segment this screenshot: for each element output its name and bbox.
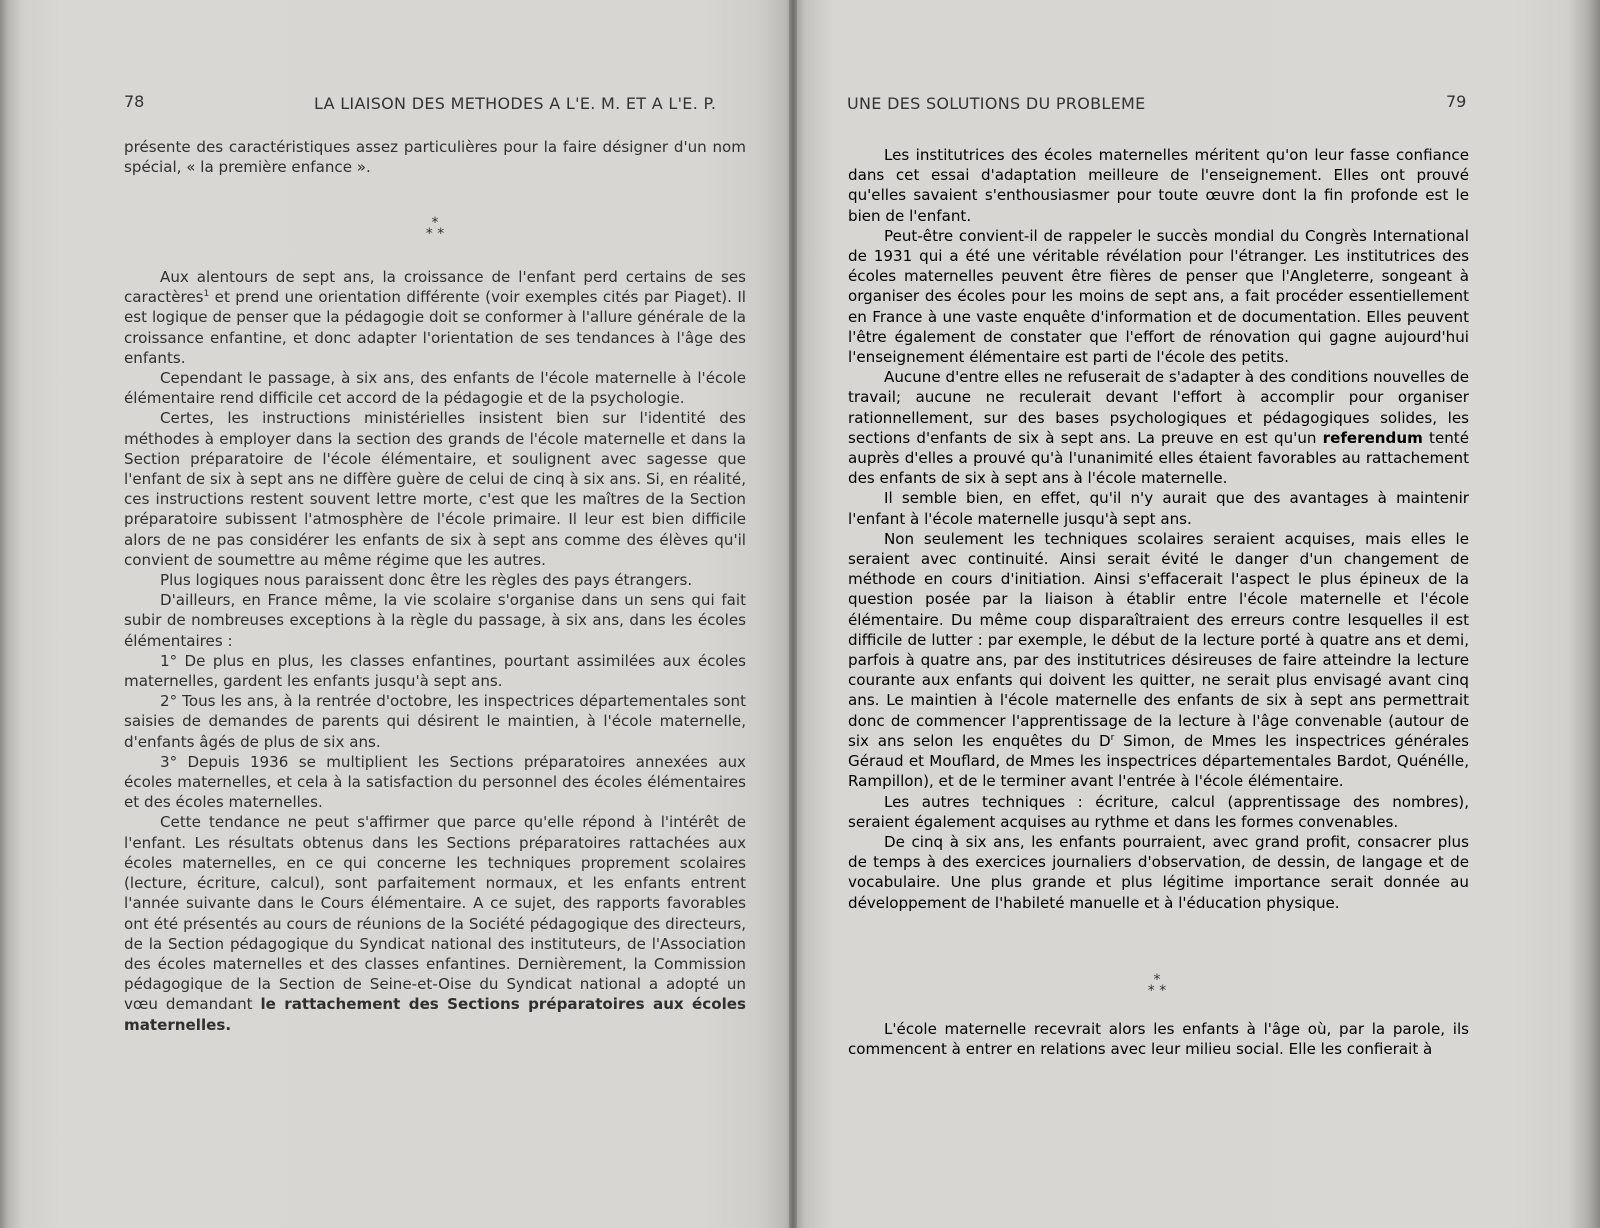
body-text	[124, 267, 746, 1035]
right-body-text	[848, 145, 1469, 913]
paragraph: Cependant le passage, à six ans, des enfants de l'école maternelle à l'école élémentaire rend difficile cet accord de la pédagogie et de la psychologie.	[124, 369, 746, 408]
paragraph: De cinq à six ans, les enfants pourraient, avec grand profit, consacrer plus de temps à des exercices journaliers d'observation, de dessin, de langage et de vocabulaire. Une plus grande et plus légitime importance serait donnée au développement de l'habileté manuelle et à l'éducation physique.	[848, 832, 1469, 912]
paragraph: Il semble bien, en effet, qu'il n'y aurait que des avantages à maintenir l'enfant à l'école maternelle jusqu'à sept ans.	[848, 489, 1469, 528]
list-item: 1° De plus en plus, les classes enfantines, pourtant assimilées aux écoles maternelles, gardent les enfants jusqu'à sept ans.	[124, 651, 746, 691]
paragraph: Non seulement les techniques scolaires seraient acquises, mais elles le seraient avec continuité. Ainsi serait évité le danger d'un changement de méthode en cours d'initiation. Ainsi s'effacerait l'aspect le plus épineux de la question posée par la liaison à établir entre l'école maternelle et l'école élémentaire. Du même coup disparaîtraient des erreurs contre lesquelles il est difficile de lutter : par exemple, le début de la lecture porté à quatre ans et demi, parfois à quatre ans, par des institutrices désireuses de faire atteindre la lecture courante aux enfants qui doivent les quitter, ne serait plus envisagé avant cinq ans. Le maintien à l'école maternelle des enfants de six à sept ans permettrait donc de commencer l'apprentissage de la lecture à l'âge convenable (autour de six ans selon les enquêtes du $D^r$ Simon, de Mmes les inspectrices générales Géraud et Mouflard, de Mmes les inspectrices départementales Bardot, Quénélle, Rampillon), et de le terminer avant l'entrée à l'école élémentaire.	[848, 529, 1469, 791]
paragraph: Aucune d'entre elles ne refuserait de s'adapter à des conditions nouvelles de travail; aucune ne reculerait devant l'effort à accomplir pour organiser rationnellement, sur des bases psychologiques et pédagogiques solides, les sections d'enfants de six à sept ans. La preuve en est qu'un referendum tenté auprès d'elles a prouvé qu'à l'unanimité elles étaient favorables au rattachement des enfants de six à sept ans à l'école maternelle.	[848, 368, 1469, 488]
book-gutter	[789, 0, 797, 1228]
bold-emphasis: referendum	[1322, 428, 1423, 447]
section-separator: * * *	[1147, 972, 1167, 999]
paragraph: Plus logiques nous paraissent donc être les règles des pays étrangers.	[160, 571, 693, 590]
paragraph: Cette tendance ne peut s'affirmer que parce qu'elle répond à l'intérêt de l'enfant. Les résultats obtenus dans les Sections préparatoires rattachées aux écoles maternelles, en ce qui concerne les techniques proprement scolaires (lecture, écriture, calcul), sont parfaitement normaux, et les enfants entrent l'année suivante dans le Cours élémentaire. A ce sujet, des rapports favorables ont été présentés au cours de réunions de la Société pédagogique des directeurs, de la Section pédagogique du Syndicat national des instituteurs, de l'Association des écoles maternelles et des classes enfantines. Dernièrement, la Commission pédagogique de la Section de Seine-et-Oise du Syndicat national a adopté un vœu demandant le rattachement des Sections préparatoires aux écoles maternelles.	[124, 813, 746, 1034]
list-item: 3° Depuis 1936 se multiplient les Sections préparatoires annexées aux écoles maternelles, et cela à la satisfaction du personnel des écoles élémentaires et des écoles maternelles.	[124, 752, 746, 812]
paragraph: D'ailleurs, en France même, la vie scolaire s'organise dans un sens qui fait subir de nombreuses exceptions à la règle du passage, à six ans, dans les écoles élémentaires :	[124, 591, 746, 650]
continuation-text	[124, 137, 746, 177]
paragraph: Certes, les instructions ministérielles insistent bien sur l'identité des méthodes à employer dans la section des grands de l'école maternelle et dans la Section préparatoire de l'école élémentaire, et soulignent avec sagesse que l'enfant de six à sept ans ne diffère guère de celui de cinq à six ans. Si, en réalité, ces instructions restent souvent lettre morte, c'est que les maîtres de la Section préparatoire subissent l'atmosphère de l'école primaire. Il leur est bien difficile alors de ne pas considérer les enfants de six à sept ans comme des élèves qu'il convient de soumettre au même régime que les autres.	[124, 409, 746, 569]
left-page	[0, 0, 793, 1228]
paragraph: Les institutrices des écoles maternelles méritent qu'on leur fasse confiance dans cet essai d'adaptation meilleure de l'enseignement. Elles ont prouvé qu'elles savaient s'enthousiasmer pour toute œuvre dont la fin profonde est le bien de l'enfant.	[848, 146, 1469, 225]
paragraph: présente des caractéristiques assez particulières pour la faire désigner d'un nom spécial, « la première enfance ».	[124, 138, 746, 177]
footnote-marker: 1	[203, 289, 210, 300]
list-item: 2° Tous les ans, à la rentrée d'octobre, les inspectrices départementales sont saisies de demandes de parents qui désirent le maintien, à l'école maternelle, d'enfants âgés de plus de six ans.	[124, 692, 746, 751]
paragraph: Aux alentours de sept ans, la croissance de l'enfant perd certains de ses caractères$^1$ et prend une orientation différente (voir exemples cités par Piaget). Il est logique de penser que la pédagogie doit se conformer à l'allure générale de la croissance enfantine, et donc adapter l'orientation de ses tendances à l'âge des enfants.	[124, 268, 746, 367]
running-head: UNE DES SOLUTIONS DU PROBLEME	[847, 94, 1146, 113]
paragraph: Les autres techniques : écriture, calcul (apprentissage des nombres), seraient également acquises au rythme et dans les formes convenables.	[848, 792, 1469, 831]
right-closing-text	[848, 1019, 1469, 1059]
paragraph: Peut-être convient-il de rappeler le succès mondial du Congrès International de 1931 qui a été une véritable révélation pour l'étranger. Les institutrices des écoles maternelles peuvent être fières de penser que l'Angleterre, songeant à organiser des écoles pour les moins de sept ans, a fait procéder essentiellement en France à une vaste enquête d'information et de documentation. Elles peuvent l'être également de constater que l'effort de rénovation qui gagne aujourd'hui l'enseignement élémentaire est parti de l'école des petits.	[848, 226, 1469, 367]
running-head: LA LIAISON DES METHODES A L'E. M. ET A L'E. P.	[314, 94, 717, 113]
paragraph: L'école maternelle recevrait alors les enfants à l'âge où, par la parole, ils commencent à entrer en relations avec leur milieu social. Elle les confierait à	[848, 1020, 1469, 1059]
page-number: 78	[124, 92, 145, 111]
page-number: 79	[1446, 92, 1467, 111]
section-separator: * * *	[425, 215, 445, 242]
bold-emphasis: le rattachement des Sections préparatoires aux écoles maternelles.	[124, 995, 746, 1034]
